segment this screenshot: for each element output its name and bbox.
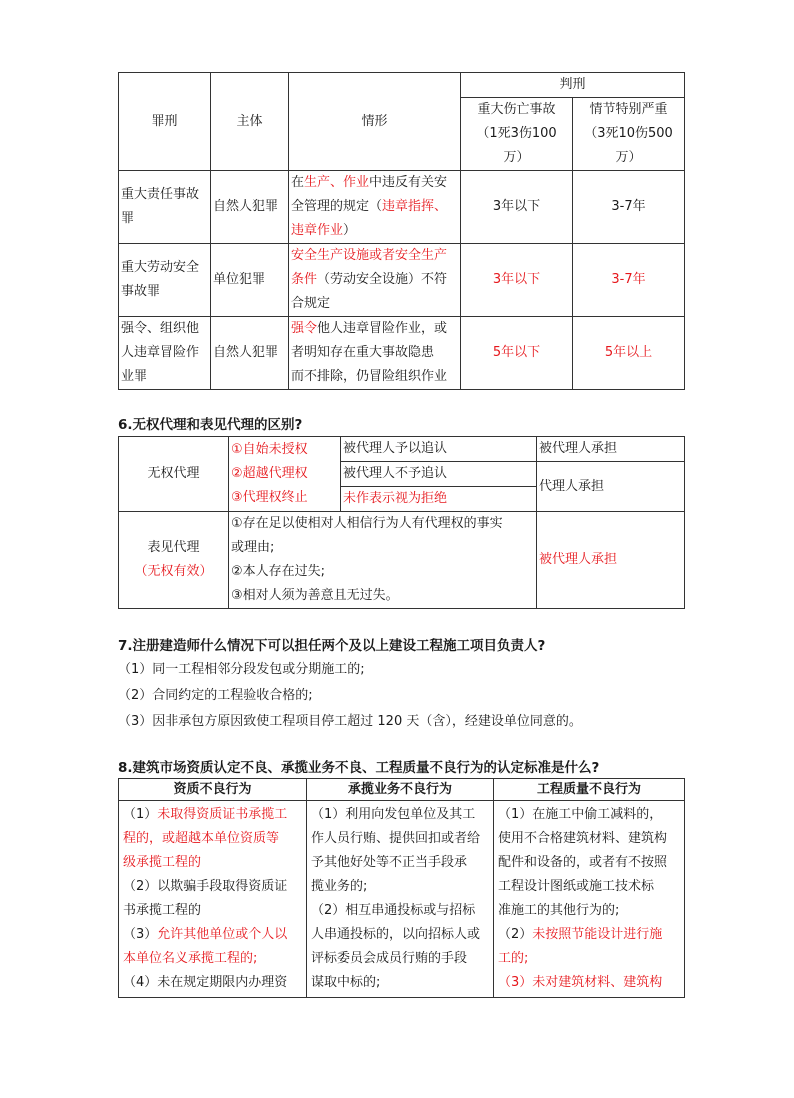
list-item: （3）因非承包方原因致使工程项目停工超过 120 天（含），经建设单位同意的。	[118, 714, 582, 729]
not-ratified-case: 被代理人不予追认	[341, 462, 537, 487]
severe-sentence: 5年以上	[573, 317, 685, 390]
quality-criteria: （1）在施工中偷工减料的， 使用不合格建筑材料、建筑构 配件和设备的，或者有不按照 工程设计图纸或施工技术标 准施工的其他行为的; （2）未按照节能设计进行施 工的; （3）未对建筑材料、建筑构	[494, 801, 685, 998]
section-6-title: 6.无权代理和表见代理的区别?	[118, 417, 303, 433]
header-quality: 工程质量不良行为	[494, 779, 685, 801]
unauthorized-agency-label: 无权代理	[119, 437, 229, 512]
major-sentence: 5年以下	[461, 317, 573, 390]
table-row	[119, 171, 685, 244]
major-sentence: 3年以下	[461, 244, 573, 317]
crime-name: 重大劳动安全 事故罪	[119, 244, 211, 317]
header-qualification: 资质不良行为	[119, 779, 307, 801]
header-circumstance: 情形	[289, 73, 461, 171]
header-major-accident: 重大伤亡事故 （1死3伤100 万）	[461, 98, 573, 171]
not-ratified-result: 代理人承担	[537, 462, 685, 512]
crime-circumstance: 在生产、作业中违反有关安 全管理的规定（违章指挥、 违章作业）	[289, 171, 461, 244]
section-7-title: 7.注册建造师什么情况下可以担任两个及以上建设工程施工项目负责人?	[118, 638, 546, 654]
severe-sentence: 3-7年	[573, 171, 685, 244]
crime-circumstance: 强令他人违章冒险作业，或 者明知存在重大事故隐患 而不排除，仍冒险组织作业	[289, 317, 461, 390]
agency-table	[118, 436, 685, 609]
header-severe: 情节特别严重 （3死10伤500 万）	[573, 98, 685, 171]
list-item: （1）同一工程相邻分段发包或分期施工的;	[118, 662, 365, 677]
crime-name: 强令、组织他 人违章冒险作 业罪	[119, 317, 211, 390]
header-crime: 罪刑	[119, 73, 211, 171]
qualification-criteria: （1）未取得资质证书承揽工 程的，或超越本单位资质等 级承揽工程的 （2）以欺骗手段取得资质证 书承揽工程的 （3）允许其他单位或个人以 本单位名义承揽工程的; （4）未在规定期限内办理资	[119, 801, 307, 998]
ratified-result: 被代理人承担	[537, 437, 685, 462]
section-8-title: 8.建筑市场资质认定不良、承揽业务不良、工程质量不良行为的认定标准是什么?	[118, 760, 600, 776]
apparent-agency-label: 表见代理 （无权有效）	[119, 512, 229, 609]
major-sentence: 3年以下	[461, 171, 573, 244]
crime-subject: 自然人犯罪	[211, 171, 289, 244]
severe-sentence: 3-7年	[573, 244, 685, 317]
apparent-agency-result: 被代理人承担	[537, 512, 685, 609]
header-sentence: 判刑	[461, 73, 685, 98]
ratified-case: 被代理人予以追认	[341, 437, 537, 462]
crime-subject: 单位犯罪	[211, 244, 289, 317]
table-row	[119, 317, 685, 390]
crime-subject: 自然人犯罪	[211, 317, 289, 390]
bad-behavior-table	[118, 778, 685, 998]
business-criteria: （1）利用向发包单位及其工 作人员行贿、提供回扣或者给 予其他好处等不正当手段承 揽业务的; （2）相互串通投标或与招标 人串通投标的，以向招标人或 评标委员会成员行贿的手段 谋取中标的;	[307, 801, 494, 998]
no-response-case: 未作表示视为拒绝	[341, 487, 537, 512]
apparent-agency-conditions: ①存在足以使相对人相信行为人有代理权的事实 或理由; ②本人存在过失; ③相对人须为善意且无过失。	[229, 512, 537, 609]
crime-circumstance: 安全生产设施或者安全生产 条件（劳动安全设施）不符 合规定	[289, 244, 461, 317]
unauthorized-reasons: ①自始未授权 ②超越代理权 ③代理权终止	[229, 437, 341, 512]
crime-name: 重大责任事故 罪	[119, 171, 211, 244]
header-business: 承揽业务不良行为	[307, 779, 494, 801]
header-subject: 主体	[211, 73, 289, 171]
list-item: （2）合同约定的工程验收合格的;	[118, 688, 313, 703]
table-row	[119, 244, 685, 317]
crime-table	[118, 72, 685, 390]
